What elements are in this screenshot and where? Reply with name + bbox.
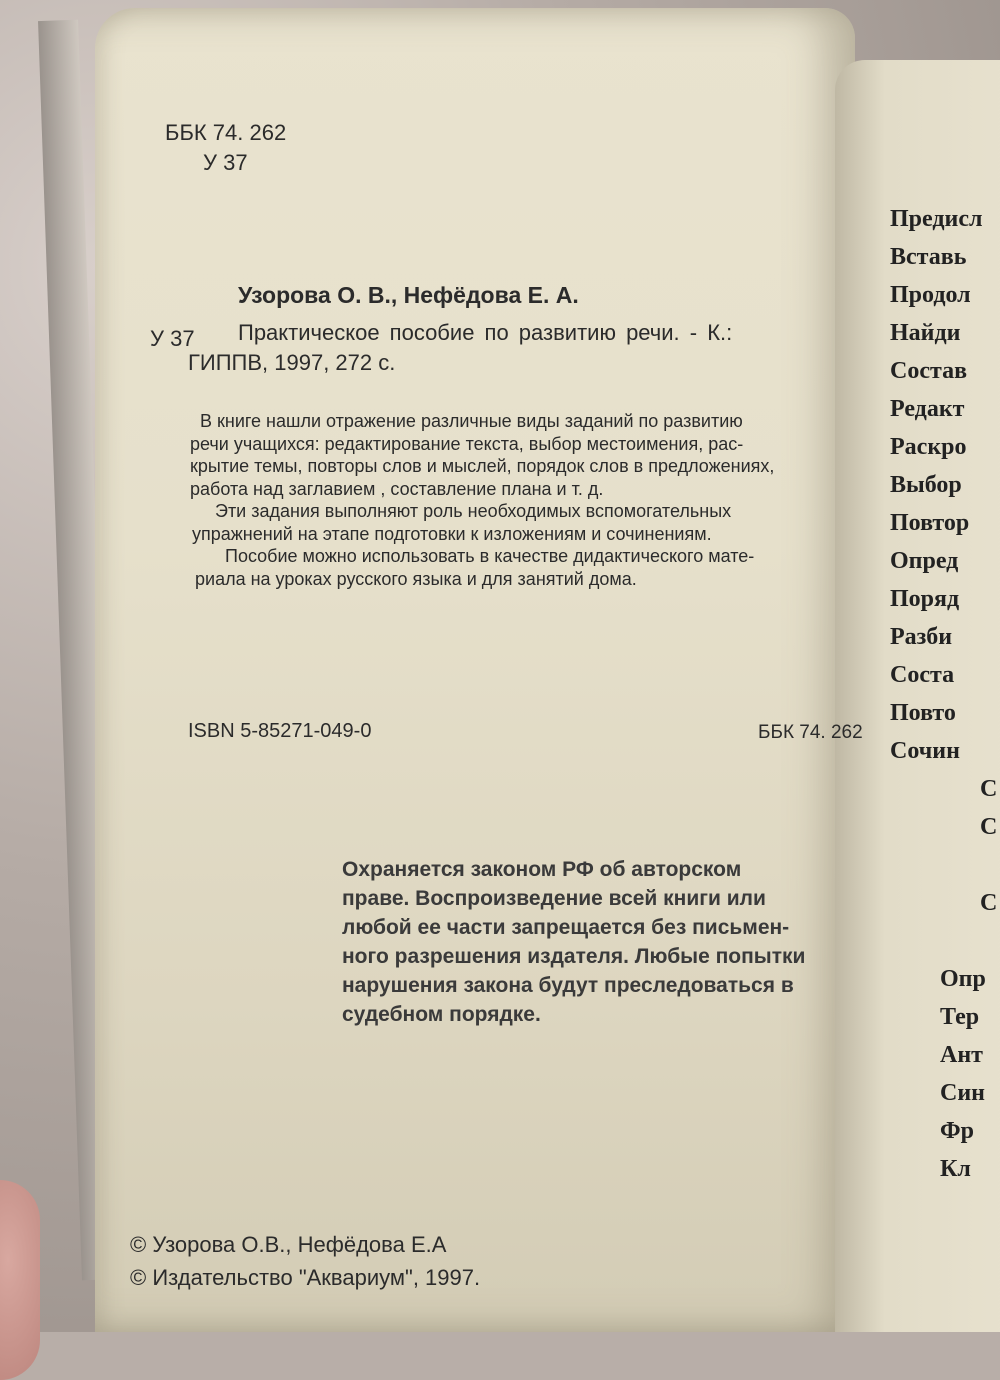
- abstract-line: крытие темы, повторы слов и мыслей, порядок слов в предложениях,: [190, 456, 775, 476]
- author-code: У 37: [150, 326, 195, 351]
- toc-item: С: [980, 776, 998, 802]
- toc-item: С: [980, 890, 998, 916]
- toc-item: Предисл: [890, 206, 983, 232]
- abstract-line: работа над заглавием , составление плана и т. д.: [190, 478, 604, 499]
- abstract-line: упражнений на этапе подготовки к изложениям и сочинениям.: [192, 523, 712, 544]
- book-title-line-1: Практическое пособие по развитию речи. - К.:: [238, 320, 733, 345]
- toc-item: Опред: [890, 548, 959, 574]
- toc-item: Разби: [890, 624, 953, 650]
- toc-item: Кл: [940, 1156, 971, 1182]
- toc-item: Найди: [890, 320, 961, 346]
- toc-item: Вставь: [890, 244, 967, 270]
- toc-item: Поряд: [890, 586, 960, 612]
- abstract-line: речи учащихся: редактирование текста, выбор местоимения, рас-: [190, 433, 744, 454]
- abstract-line: риала на уроках русского языка и для занятий дома.: [195, 568, 637, 589]
- authors: Узорова О. В., Нефёдова Е. А.: [238, 282, 579, 308]
- bbk-code-top: ББК 74. 262 У 37: [165, 120, 287, 175]
- isbn: ISBN 5-85271-049-0: [188, 720, 372, 742]
- toc-item: С: [980, 814, 998, 840]
- toc-item: Редакт: [890, 396, 965, 422]
- toc-item: Выбор: [890, 472, 962, 498]
- copyright-publisher: © Издательство "Аквариум", 1997.: [130, 1265, 481, 1290]
- toc-item: Сочин: [890, 738, 960, 764]
- toc-item: Повтор: [890, 510, 970, 536]
- toc-item: Состав: [890, 358, 968, 384]
- toc-item: [885, 846, 997, 884]
- toc-item: [885, 922, 997, 960]
- copyright-notice: Охраняется законом РФ об авторском праве. Воспроизведение всей книги или любой ее части запрещается без письмен- ного разрешения издателя. Любые попытки нарушения закона будут преследоваться в судебном порядке.: [342, 858, 806, 1026]
- toc-item: Раскро: [890, 434, 967, 460]
- toc-item: Продол: [890, 282, 971, 308]
- finger: [0, 1180, 40, 1380]
- abstract-line: В книге нашли отражение различные виды заданий по развитию: [200, 411, 743, 431]
- toc-item: Син: [940, 1080, 985, 1106]
- toc-item: Фр: [940, 1118, 974, 1144]
- toc-item: Ант: [940, 1042, 983, 1068]
- copyright-authors: © Узорова О.В., Нефёдова Е.А: [130, 1232, 447, 1257]
- abstract-line: Эти задания выполняют роль необходимых вспомогательных: [215, 501, 732, 521]
- book-title-line-2: ГИППВ, 1997, 272 с.: [188, 350, 396, 375]
- bbk-code-bottom: ББК 74. 262: [758, 722, 863, 743]
- abstract-line: Пособие можно использовать в качестве дидактического мате-: [225, 546, 755, 566]
- toc-item: Соста: [890, 662, 955, 688]
- table-of-contents: [885, 200, 997, 1188]
- toc-item: Тер: [940, 1004, 980, 1030]
- left-page: [95, 8, 855, 1332]
- toc-item: Опр: [940, 966, 986, 992]
- toc-item: Повто: [890, 700, 956, 726]
- abstract: [190, 410, 775, 590]
